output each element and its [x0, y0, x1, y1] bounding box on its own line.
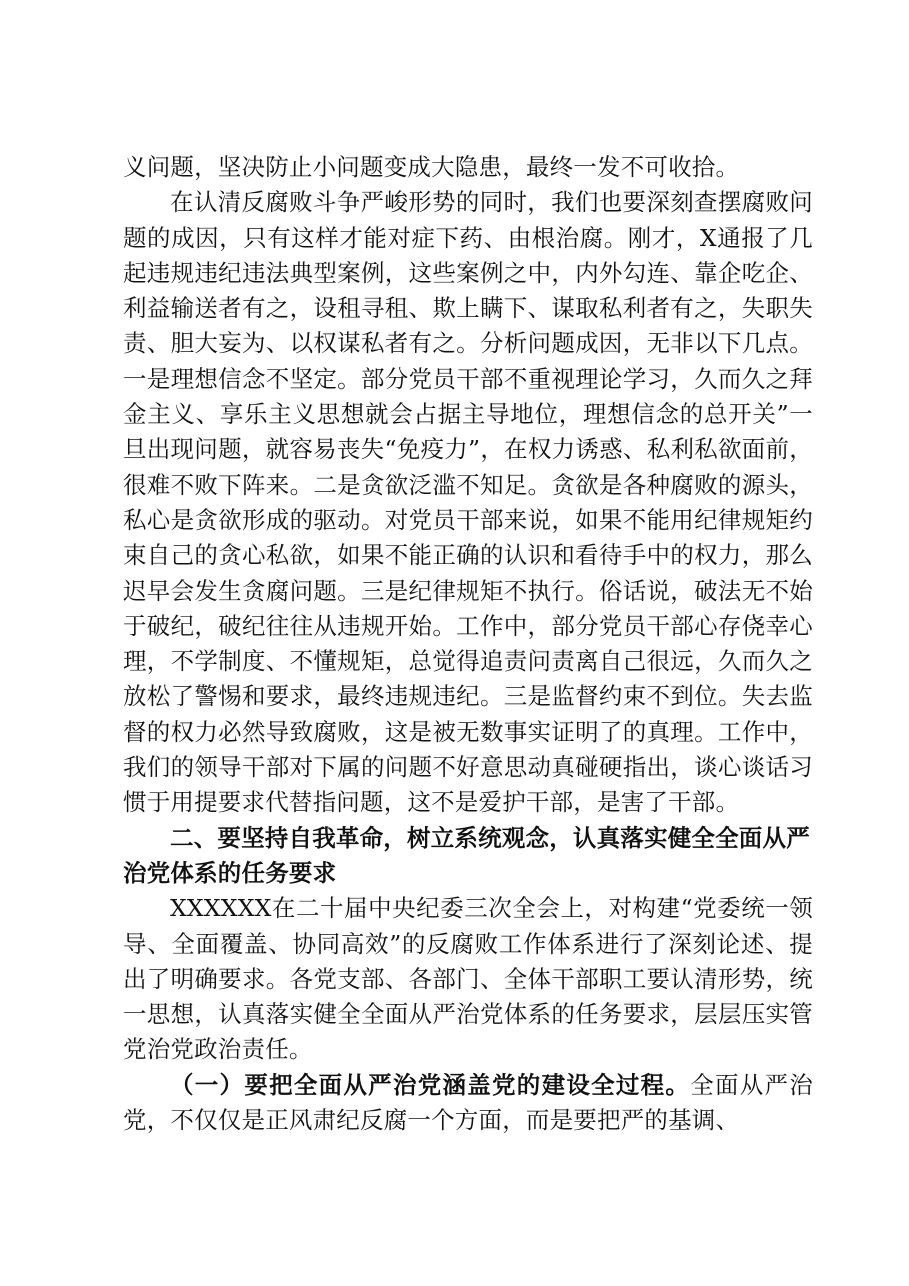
- subsection-1-text: 全面从严治党，不仅仅是正风肃纪反腐一个方面，而是要把严的基调、: [123, 1070, 814, 1135]
- paragraph-corruption-causes: 在认清反腐败斗争严峻形势的同时，我们也要深刻查摆腐败问题的成因，只有这样才能对症下药、由根治腐。刚才，X通报了几起违规违纪违法典型案例，这些案例之中，内外勾连、靠企吃企、利益输送者有之，设租寻租、欺上瞒下、谋取私利者有之，失职失责、胆大妄为、以权谋私者有之。分析问题成因，无非以下几点。一是理想信念不坚定。部分党员干部不重视理论学习，久而久之拜金主义、享乐主义思想就会占据主导地位，理想信念的总开关”一旦出现问题，就容易丧失“免疫力”，在权力诱惑、私利私欲面前，很难不败下阵来。二是贪欲泛滥不知足。贪欲是各种腐败的源头，私心是贪欲形成的驱动。对党员干部来说，如果不能用纪律规矩约束自己的贪心私欲，如果不能正确的认识和看待手中的权力，那么迟早会发生贪腐问题。三是纪律规矩不执行。俗话说，破法无不始于破纪，破纪往往从违规开始。工作中，部分党员干部心存侥幸心理，不学制度、不懂规矩，总觉得追责问责离自己很远，久而久之放松了警惕和要求，最终违规违纪。三是监督约束不到位。失去监督的权力必然导致腐败，这是被无数事实证明了的真理。工作中，我们的领导干部对下属的问题不好意思动真碰硬指出，谈心谈话习惯于用提要求代替指问题，这不是爱护干部，是害了干部。: [123, 188, 813, 817]
- paragraph-continuation: 义问题，坚决防止小问题变成大隐患，最终一发不可收拾。: [123, 153, 740, 181]
- paragraph-subsection-1: [123, 1068, 813, 1139]
- section-heading-2: 二、要坚持自我革命，树立系统观念，认真落实健全全面从严治党体系的任务要求: [123, 823, 810, 887]
- paragraph-anti-corruption-system: XXXXXX在二十届中央纪委三次全会上，对构建“党委统一领导、全面覆盖、协同高效”的反腐败工作体系进行了深刻论述、提出了明确要求。各党支部、各部门、全体干部职工要认清形势，统一思想，认真落实健全全面从严治党体系的任务要求，层层压实管党治党政治责任。: [123, 894, 813, 1064]
- subsection-heading-1: （一）要把全面从严治党涵盖党的建设全过程。: [170, 1070, 691, 1099]
- document-body: [123, 150, 813, 1138]
